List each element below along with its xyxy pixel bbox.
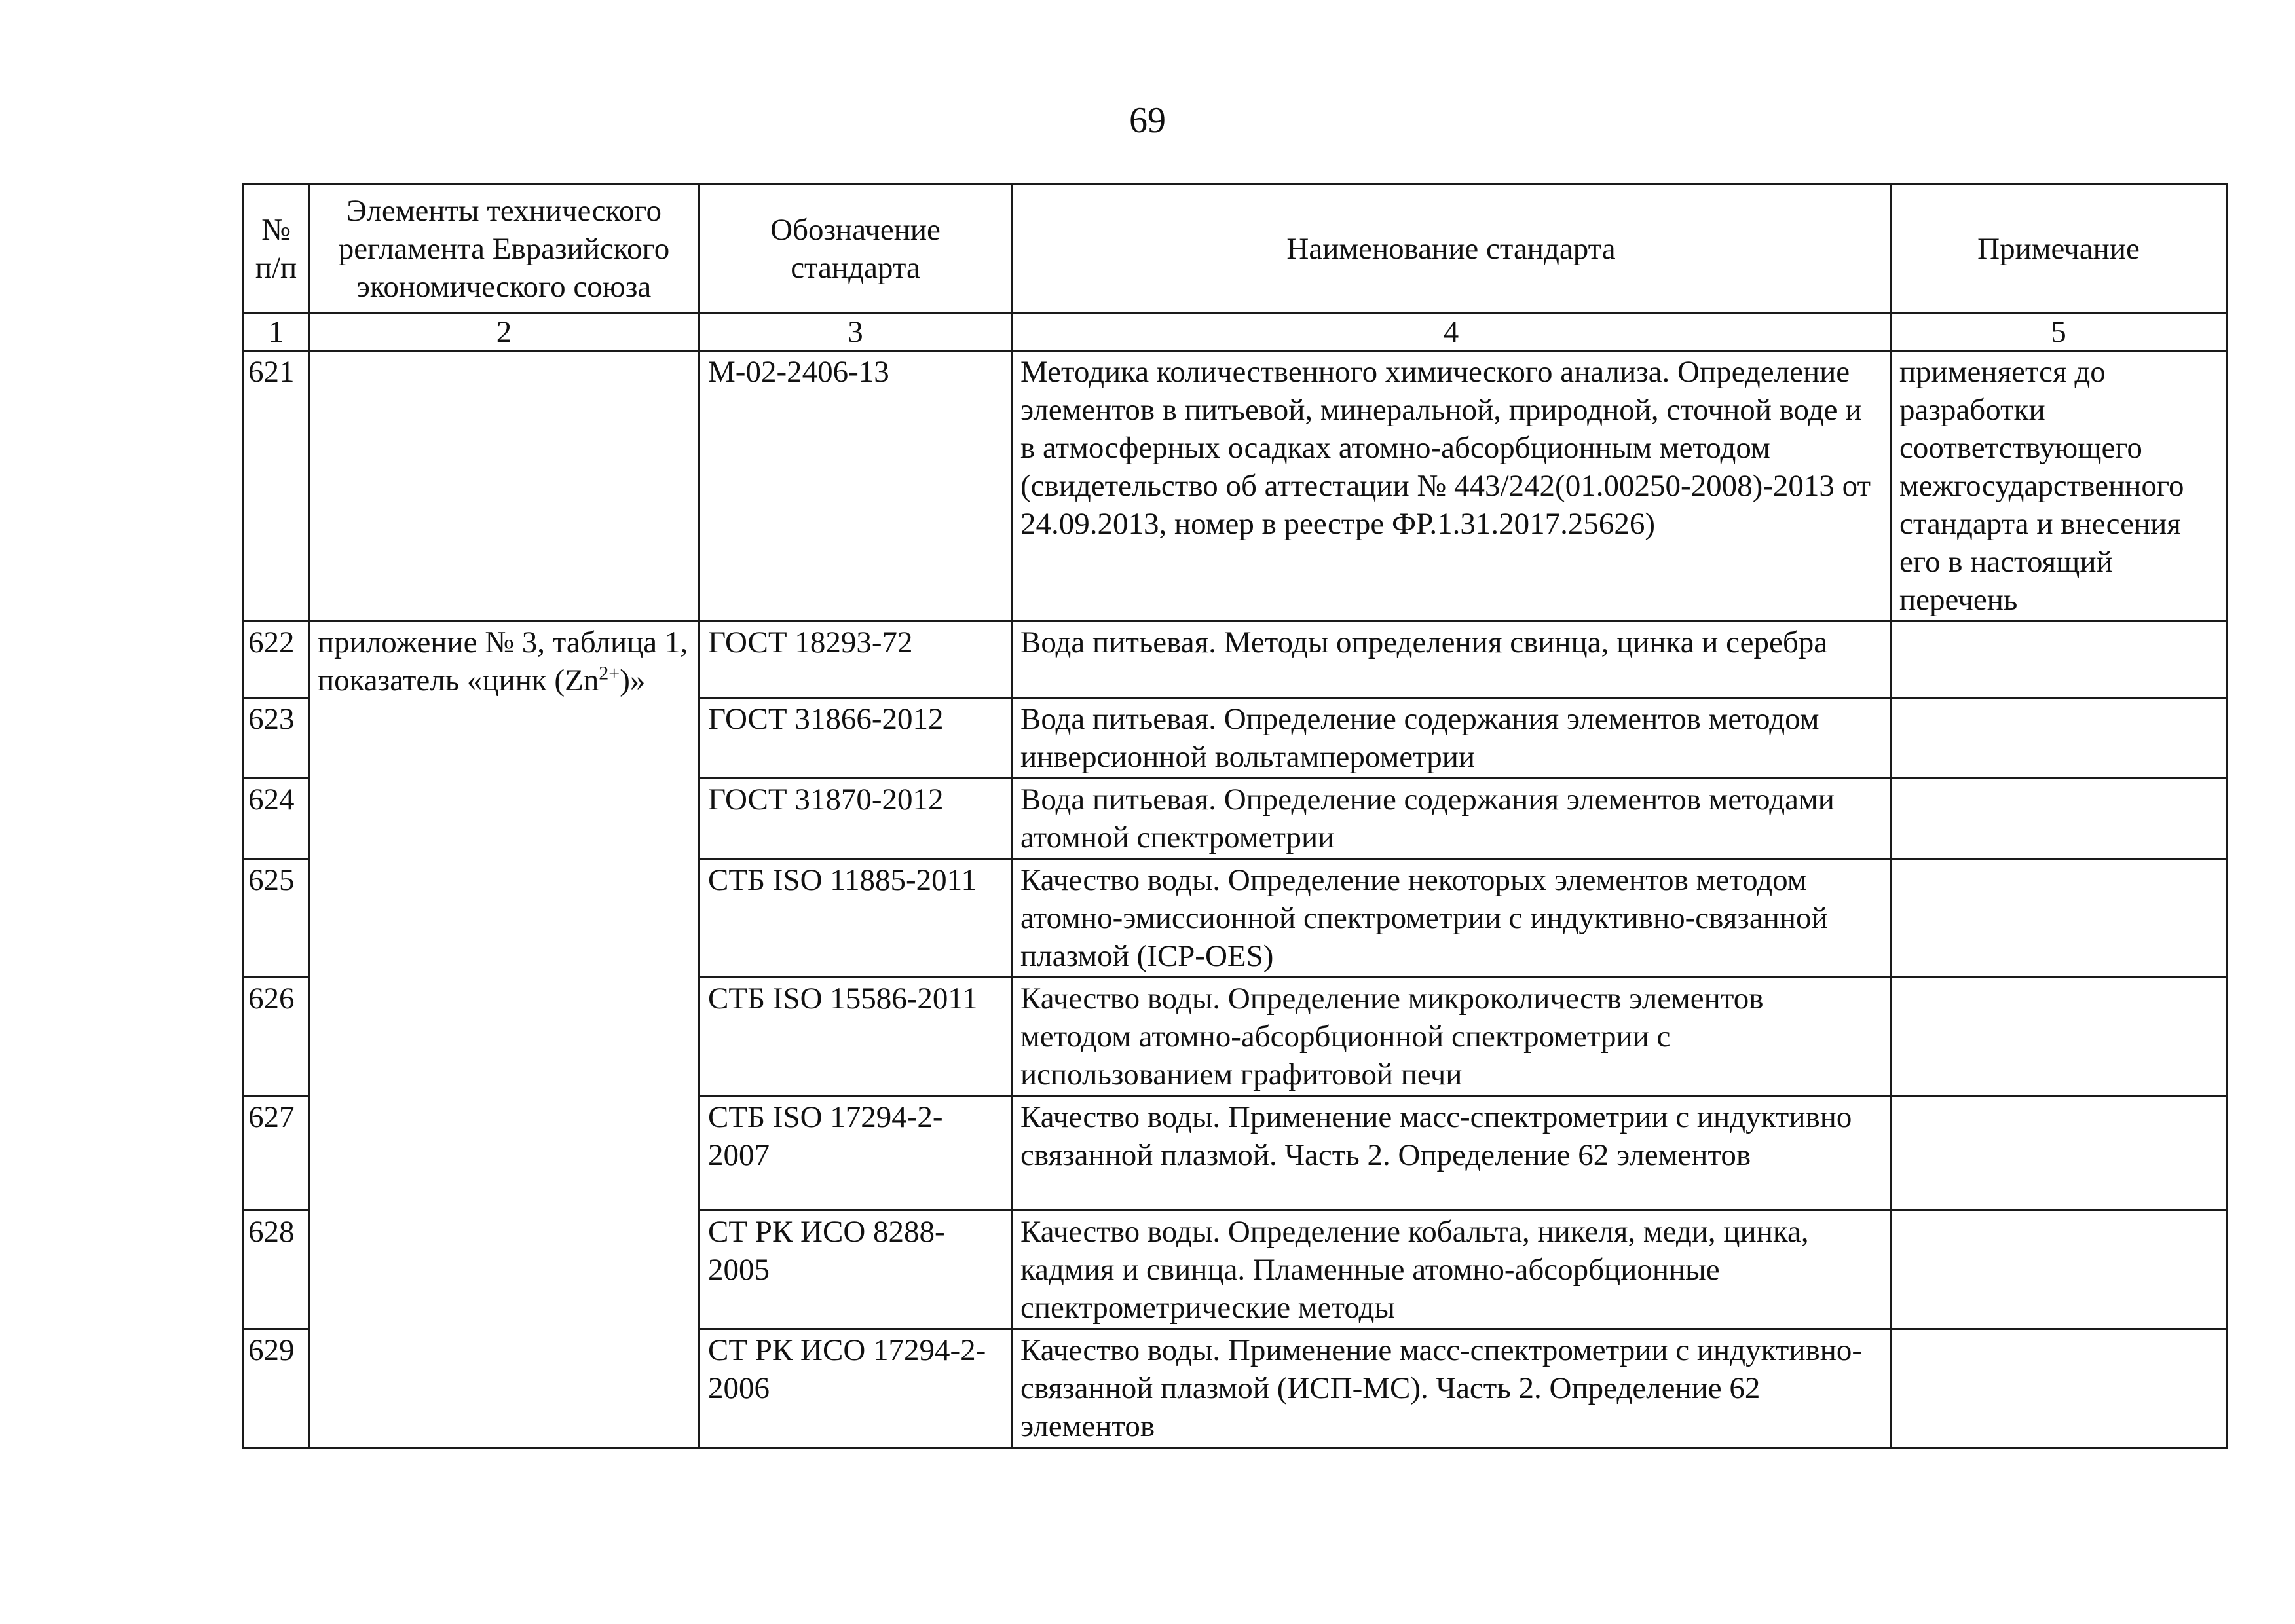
row-number: 621: [244, 351, 309, 621]
page-number: 69: [1129, 100, 1166, 141]
column-number-row: [244, 314, 2227, 351]
row-standard-name: Качество воды. Определение микроколичеств элементов методом атомно-абсорбционной спектрометрии с использованием графитовой печи: [1012, 978, 1891, 1096]
column-number: 4: [1012, 314, 1891, 351]
row-standard-name: Качество воды. Применение масс-спектрометрии с индуктивно связанной плазмой. Часть 2. Определение 62 элементов: [1012, 1096, 1891, 1211]
row-note: [1891, 978, 2227, 1096]
header-row: [244, 185, 2227, 314]
row-standard-name: Качество воды. Определение кобальта, никеля, меди, цинка, кадмия и свинца. Пламенные атомно-абсорбционные спектрометрические методы: [1012, 1211, 1891, 1329]
zinc-ion-charge: 2+: [599, 662, 620, 684]
row-standard-name: Качество воды. Определение некоторых элементов методом атомно-эмиссионной спектрометрии с индуктивно-связанной плазмой (ICP-OES): [1012, 859, 1891, 978]
row-number: 629: [244, 1329, 309, 1448]
element-text-end: )»: [620, 663, 646, 697]
column-number: 2: [309, 314, 700, 351]
row-standard-name: Вода питьевая. Методы определения свинца, цинка и серебра: [1012, 621, 1891, 698]
column-number: 3: [700, 314, 1012, 351]
header-note: Примечание: [1891, 185, 2227, 314]
row-designation: СТБ ISO 15586-2011: [700, 978, 1012, 1096]
row-note: [1891, 1329, 2227, 1448]
row-designation: СТ РК ИСО 17294-2-2006: [700, 1329, 1012, 1448]
row-note: [1891, 779, 2227, 859]
row-number: 624: [244, 779, 309, 859]
header-name: Наименование стандарта: [1012, 185, 1891, 314]
row-note: применяется до разработки соответствующего межгосударственного стандарта и внесения его в настоящий перечень: [1891, 351, 2227, 621]
row-note: [1891, 698, 2227, 779]
row-element: [309, 351, 700, 621]
row-standard-name: Методика количественного химического анализа. Определение элементов в питьевой, минеральной, природной, сточной воде и в атмосферных осадках атомно-абсорбционным методом (свидетельство об аттестации № 443/242(01.00250-2008)-2013 от 24.09.2013, номер в реестре ФР.1.31.2017.25626): [1012, 351, 1891, 621]
header-designation: Обозначение стандарта: [700, 185, 1012, 314]
row-designation: СТБ ISO 17294-2-2007: [700, 1096, 1012, 1211]
row-element-merged: [309, 621, 700, 1448]
row-standard-name: Вода питьевая. Определение содержания элементов методами атомной спектрометрии: [1012, 779, 1891, 859]
row-designation: М-02-2406-13: [700, 351, 1012, 621]
row-designation: ГОСТ 18293-72: [700, 621, 1012, 698]
row-designation: СТ РК ИСО 8288-2005: [700, 1211, 1012, 1329]
row-number: 627: [244, 1096, 309, 1211]
row-designation: СТБ ISO 11885-2011: [700, 859, 1012, 978]
row-number: 628: [244, 1211, 309, 1329]
element-text: приложение № 3, таблица 1, показатель «цинк (Zn: [318, 625, 688, 697]
header-element: Элементы технического регламента Евразийского экономического союза: [309, 185, 700, 314]
row-number: 626: [244, 978, 309, 1096]
row-number: 622: [244, 621, 309, 698]
row-number: 623: [244, 698, 309, 779]
row-note: [1891, 621, 2227, 698]
row-standard-name: Вода питьевая. Определение содержания элементов методом инверсионной вольтамперометрии: [1012, 698, 1891, 779]
table-row: [244, 621, 2227, 698]
row-note: [1891, 1211, 2227, 1329]
row-standard-name: Качество воды. Применение масс-спектрометрии с индуктивно-связанной плазмой (ИСП-МС). Часть 2. Определение 62 элементов: [1012, 1329, 1891, 1448]
row-number: 625: [244, 859, 309, 978]
table-row: [244, 351, 2227, 621]
row-note: [1891, 859, 2227, 978]
standards-table: [242, 183, 2228, 1449]
column-number: 5: [1891, 314, 2227, 351]
row-designation: ГОСТ 31870-2012: [700, 779, 1012, 859]
row-designation: ГОСТ 31866-2012: [700, 698, 1012, 779]
header-num: № п/п: [244, 185, 309, 314]
column-number: 1: [244, 314, 309, 351]
row-note: [1891, 1096, 2227, 1211]
